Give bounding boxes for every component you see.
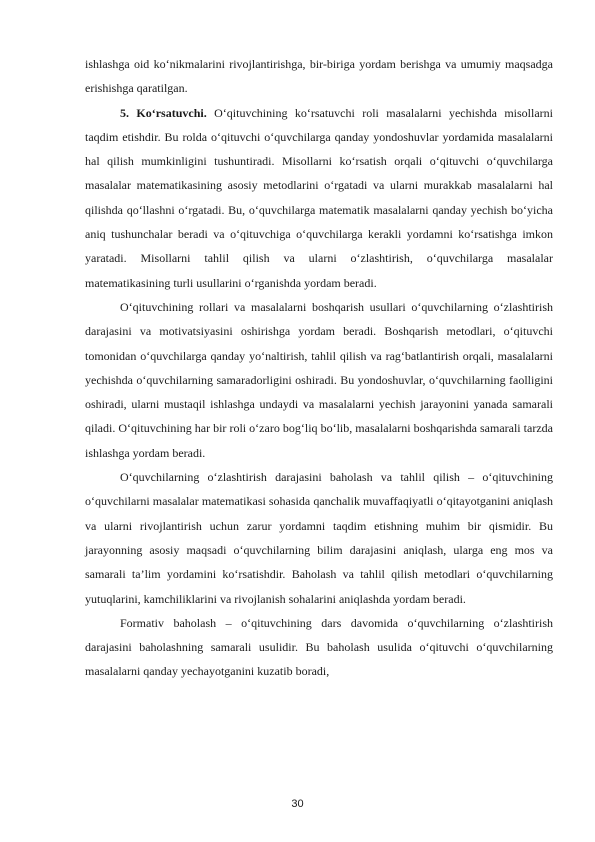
paragraph-text: O‘quvchilarning o‘zlashtirish darajasini baholash va tahlil qilish – o‘qituvchining o‘quvchilarni masalalar matematikasi sohasida qanchalik muvaffaqiyatli o‘qitayotganini aniqlash va ularni rivojlantirish uchun zarur yordamni taqdim etishning muhim bir qismidir. Bu jarayonning asosiy maqsadi o‘quvchilarning bilim darajasini aniqlash, ularga eng mos va samarali ta’lim yordamini ko‘rsatishdir. Baholash va tahlil qilish metodlari o‘quvchilarning yutuqlarini, kamchiliklarini va rivojlanish sohalarini aniqlashda yordam beradi.	[85, 470, 553, 606]
page-number: 30	[291, 798, 304, 810]
paragraph-baholash	[85, 465, 553, 611]
paragraph-rollar	[85, 295, 553, 465]
paragraph-text: ishlashga oid ko‘nikmalarini rivojlantirishga, bir-biriga yordam berishga va umumiy maqsadga erishishga qaratilgan.	[85, 57, 553, 96]
paragraph-formativ	[85, 611, 553, 684]
paragraph-continuation	[85, 52, 553, 101]
paragraph-text: O‘qituvchining rollari va masalalarni boshqarish usullari o‘quvchilarning o‘zlashtirish darajasini va motivatsiyasini oshirishga yordam beradi. Boshqarish metodlari, o‘qituvchi tomonidan o‘quvchilarga qanday yo‘naltirish, tahlil qilish va rag‘batlantirish orqali, masalalarni yechishda o‘quvchilarning samaradorligini oshiradi. Bu yondoshuvlar, o‘quvchilarning faolligini oshiradi, ularni mustaqil ishlashga undaydi va masalalarni yechish jarayonini yanada samarali qiladi. O‘qituvchining har bir roli o‘zaro bog‘liq bo‘lib, masalalarni boshqarishda samarali tarzda ishlashga yordam beradi.	[85, 299, 553, 460]
paragraph-text: O‘qituvchining ko‘rsatuvchi roli masalalarni yechishda misollarni taqdim etishdir. Bu rolda o‘qituvchi o‘quvchilarga qanday yondoshuvlar yordamida masalalarni hal qilish mumkinligini tushuntiradi. Misollarni ko‘rsatish orqali o‘qituvchi o‘quvchilarga masalalar matematikasining asosiy metodlarini o‘rgatadi va ularni murakkab masalalarni hal qilishda qo‘llashni o‘rgatadi. Bu, o‘quvchilarga matematik masalalarni qanday yechish bo‘yicha aniq tushunchalar beradi va o‘qituvchiga o‘quvchilarga kerakli yordamni ko‘rsatishga imkon yaratadi. Misollarni tahlil qilish va ularni o‘zlashtirish, o‘quvchilarga masalalar matematikasining turli usullarini o‘rganishda yordam beradi.	[85, 105, 553, 290]
paragraph-heading: 5. Ko‘rsatuvchi.	[120, 105, 207, 120]
paragraph-ko-rsatuvchi	[85, 101, 553, 295]
document-page	[85, 52, 553, 684]
paragraph-text: Formativ baholash – o‘qituvchining dars davomida o‘quvchilarning o‘zlashtirish darajasini baholashning samarali usulidir. Bu baholash usulida o‘qituvchi o‘quvchilarning masalalarni qanday yechayotganini kuzatib boradi,	[85, 615, 553, 679]
